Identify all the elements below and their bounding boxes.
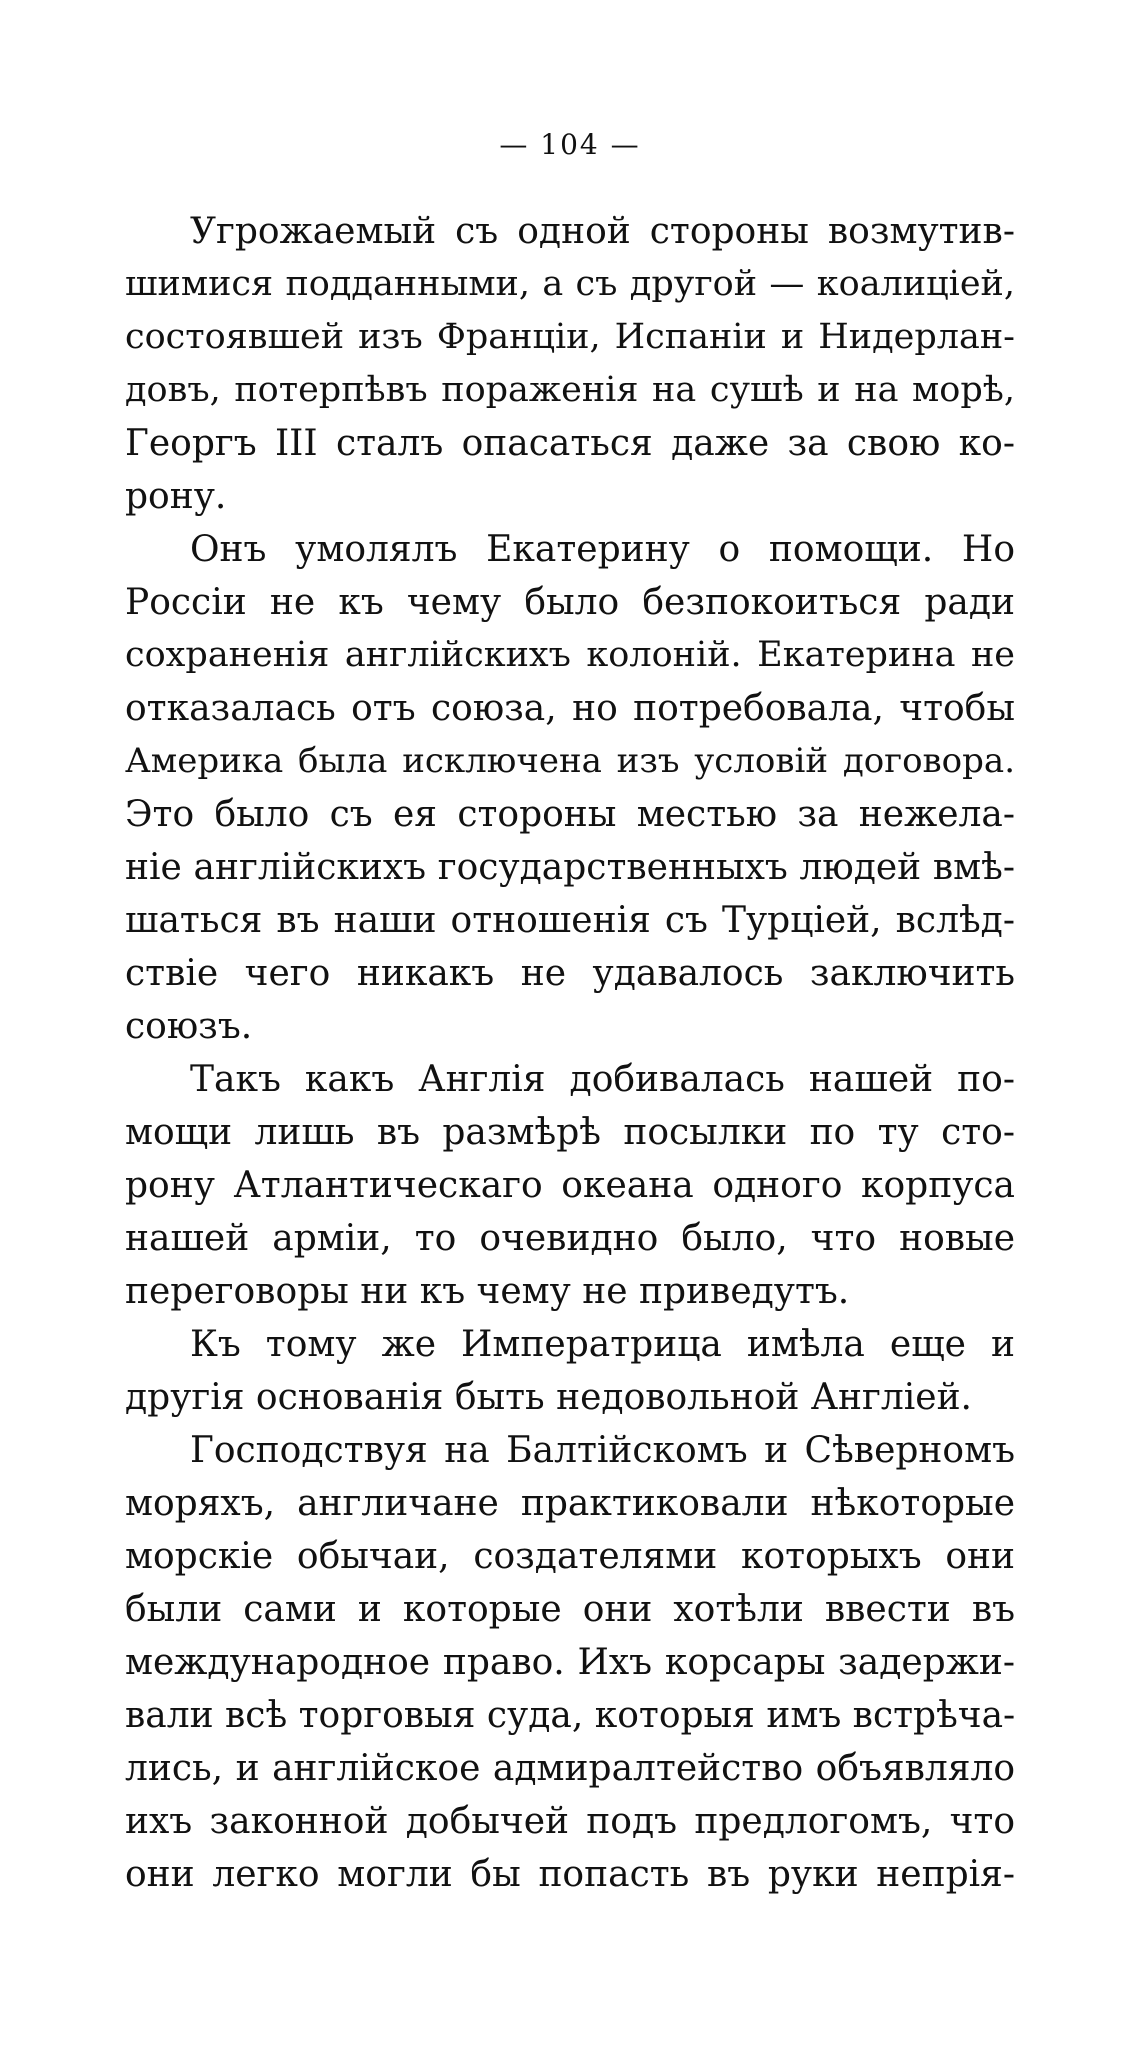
text-line: Къ тому же Императрица имѣла еще и bbox=[190, 1324, 1015, 1365]
text-line: ихъ законной добычей подъ предлогомъ, что bbox=[125, 1801, 1015, 1842]
text-line: переговоры ни къ чему не приведутъ. bbox=[125, 1271, 850, 1312]
text-line: Угрожаемый съ одной стороны возмутив- bbox=[190, 211, 1015, 252]
text-line: шаться въ наши отношенія съ Турціей, вслѣд- bbox=[125, 900, 1015, 941]
text-line: Такъ какъ Англія добивалась нашей по- bbox=[190, 1059, 1015, 1100]
text-line: ствіе чего никакъ не удавалось заключить bbox=[125, 953, 1015, 994]
text-line: нашей арміи, то очевидно было, что новые bbox=[125, 1218, 1015, 1259]
text-line: лись, и англійское адмиралтейство объявляло bbox=[125, 1748, 1015, 1789]
text-line: международное право. Ихъ корсары задержи- bbox=[125, 1642, 1015, 1683]
text-line: мощи лишь въ размѣрѣ посылки по ту сто- bbox=[125, 1112, 1015, 1153]
page-number: — 104 — bbox=[499, 128, 641, 161]
text-line: шимися подданными, а съ другой — коалиціей, bbox=[125, 264, 1015, 304]
text-line: союзъ. bbox=[125, 1006, 253, 1047]
text-line: отказалась отъ союза, но потребовала, чтобы bbox=[125, 688, 1015, 729]
body-text bbox=[125, 205, 1015, 1901]
text-line: они легко могли бы попасть въ руки непрія- bbox=[125, 1854, 1015, 1895]
text-line: морскіе обычаи, создателями которыхъ они bbox=[125, 1536, 1015, 1577]
text-line: Россіи не къ чему было безпокоиться ради bbox=[125, 582, 1015, 623]
text-line: состоявшей изъ Франціи, Испаніи и Нидерлан- bbox=[125, 317, 1015, 357]
text-line: Америка была исключена изъ условій договора. bbox=[125, 741, 1015, 781]
text-line: моряхъ, англичане практиковали нѣкоторые bbox=[125, 1483, 1015, 1524]
text-line: другія основанія быть недовольной Англіей. bbox=[125, 1377, 973, 1418]
text-line: Георгъ III сталъ опасаться даже за свою ко- bbox=[125, 423, 1015, 464]
text-line: рону Атлантическаго океана одного корпуса bbox=[125, 1165, 1015, 1206]
text-line: были сами и которые они хотѣли ввести въ bbox=[125, 1589, 1015, 1630]
text-line: вали всѣ торговыя суда, которыя имъ встрѣча- bbox=[125, 1695, 1016, 1736]
text-line: Это было съ ея стороны местью за нежела- bbox=[125, 794, 1015, 835]
text-line: ніе англійскихъ государственныхъ людей вмѣ- bbox=[125, 847, 1015, 888]
text-line: Господствуя на Балтійскомъ и Сѣверномъ bbox=[190, 1430, 1015, 1471]
text-line: довъ, потерпѣвъ пораженія на сушѣ и на морѣ, bbox=[125, 370, 1015, 410]
text-line: Онъ умолялъ Екатерину о помощи. Но bbox=[190, 529, 1015, 570]
text-line: сохраненія англійскихъ колоній. Екатерина не bbox=[125, 635, 1015, 675]
text-line: рону. bbox=[125, 476, 227, 517]
